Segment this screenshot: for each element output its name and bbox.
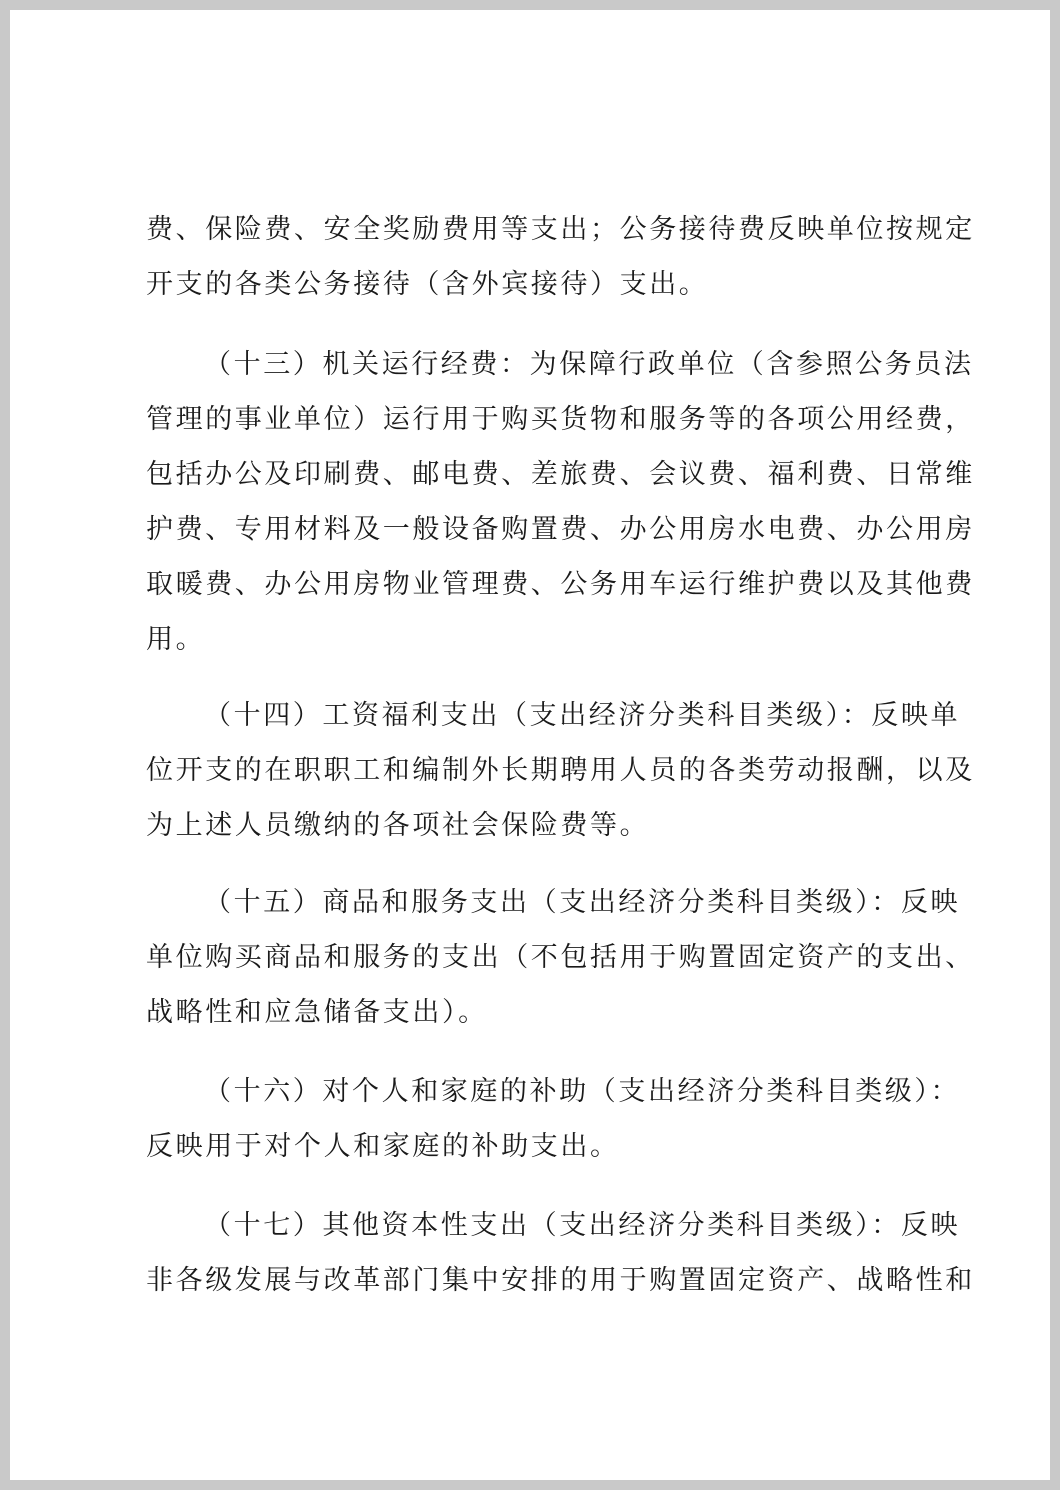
paragraph-line: （十六）对个人和家庭的补助（支出经济分类科目类级）： [204,1076,961,1107]
paragraph-line: 反映用于对个人和家庭的补助支出。 [146,1131,620,1162]
document-page [10,10,1050,1480]
paragraph-line: 战略性和应急储备支出）。 [146,997,488,1028]
paragraph-line: 费、保险费、安全奖励费用等支出；公务接待费反映单位按规定 [146,214,975,245]
paragraph-line: （十七）其他资本性支出（支出经济分类科目类级）：反映 [204,1210,961,1241]
paragraph-line: 取暖费、办公用房物业管理费、公务用车运行维护费以及其他费 [146,569,975,600]
paragraph-line: 开支的各类公务接待（含外宾接待）支出。 [146,269,709,300]
paragraph-line: 位开支的在职职工和编制外长期聘用人员的各类劳动报酬，以及 [146,755,975,786]
paragraph-line: （十四）工资福利支出（支出经济分类科目类级）：反映单 [204,700,961,731]
paragraph-line: （十五）商品和服务支出（支出经济分类科目类级）：反映 [204,887,961,918]
paragraph-line: 护费、专用材料及一般设备购置费、办公用房水电费、办公用房 [146,514,975,545]
paragraph-line: 包括办公及印刷费、邮电费、差旅费、会议费、福利费、日常维 [146,459,975,490]
paragraph-line: 为上述人员缴纳的各项社会保险费等。 [146,810,650,841]
paragraph-line: 管理的事业单位）运行用于购买货物和服务等的各项公用经费， [146,404,975,435]
paragraph-line: 单位购买商品和服务的支出（不包括用于购置固定资产的支出、 [146,942,975,973]
paragraph-line: 用。 [146,624,206,655]
paragraph-line: （十三）机关运行经费：为保障行政单位（含参照公务员法 [204,349,974,380]
paragraph-line: 非各级发展与改革部门集中安排的用于购置固定资产、战略性和 [146,1265,975,1296]
